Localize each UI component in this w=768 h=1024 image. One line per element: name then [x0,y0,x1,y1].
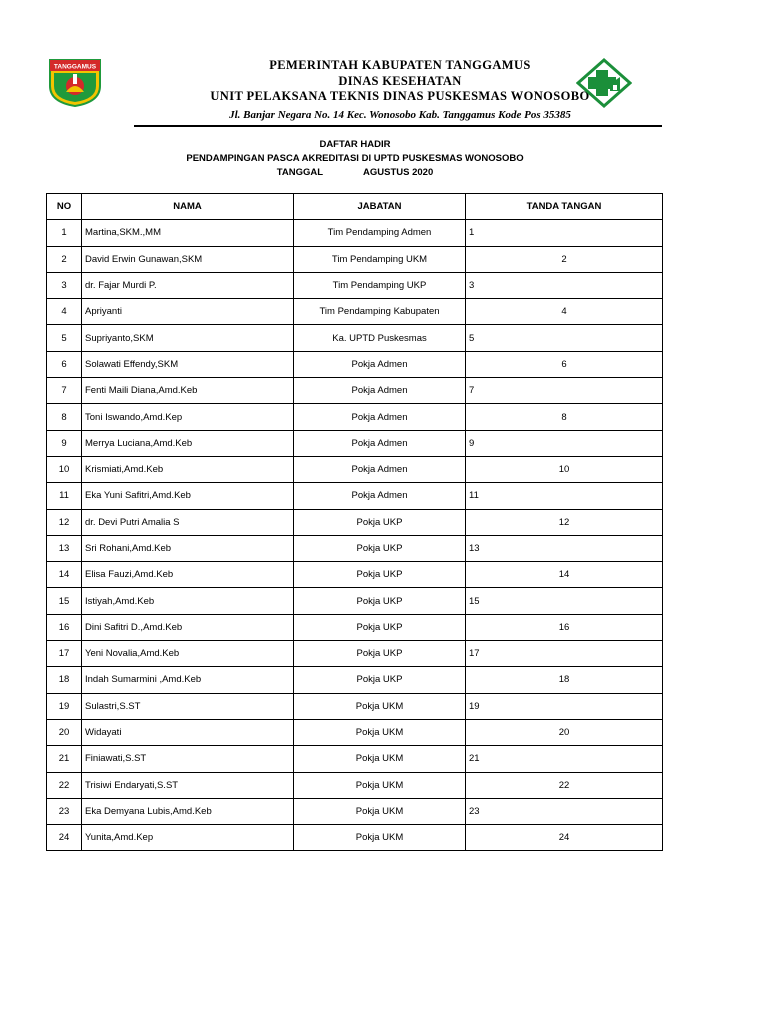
logo-label: TANGGAMUS [53,63,97,71]
row-no: 1 [47,220,82,246]
row-nama: Trisiwi Endaryati,S.ST [82,772,294,798]
document-date [0,167,710,178]
row-tanda-tangan: 4 [466,299,663,325]
header-jabatan: JABATAN [294,194,466,220]
row-jabatan: Pokja Admen [294,378,466,404]
row-tanda-tangan: 10 [466,456,663,482]
row-tanda-tangan: 14 [466,562,663,588]
row-nama: Elisa Fauzi,Amd.Keb [82,562,294,588]
row-nama: dr. Fajar Murdi P. [82,272,294,298]
row-no: 4 [47,299,82,325]
table-row [47,272,663,298]
row-nama: Yeni Novalia,Amd.Keb [82,641,294,667]
row-no: 13 [47,535,82,561]
row-no: 24 [47,825,82,851]
table-row [47,641,663,667]
row-tanda-tangan: 7 [466,378,663,404]
letterhead-address: Jl. Banjar Negara No. 14 Kec. Wonosobo Kab. Tanggamus Kode Pos 35385 [229,109,571,121]
row-jabatan: Pokja UKP [294,667,466,693]
row-jabatan: Pokja UKP [294,535,466,561]
row-jabatan: Pokja Admen [294,483,466,509]
row-nama: Solawati Effendy,SKM [82,351,294,377]
row-jabatan: Tim Pendamping Kabupaten [294,299,466,325]
health-cross-logo-icon [576,58,632,108]
row-jabatan: Pokja UKM [294,772,466,798]
row-no: 14 [47,562,82,588]
header-nama: NAMA [82,194,294,220]
letterhead-divider [134,125,662,127]
row-tanda-tangan: 21 [466,746,663,772]
table-row [47,719,663,745]
row-jabatan: Pokja UKP [294,562,466,588]
row-no: 22 [47,772,82,798]
date-label: TANGGAL [276,167,324,178]
table-header-row [47,194,663,220]
row-jabatan: Pokja UKP [294,614,466,640]
row-jabatan: Pokja UKP [294,588,466,614]
document-title: DAFTAR HADIR [319,139,391,150]
row-jabatan: Pokja UKM [294,825,466,851]
row-no: 20 [47,719,82,745]
table-row [47,246,663,272]
row-no: 8 [47,404,82,430]
row-nama: Indah Sumarmini ,Amd.Keb [82,667,294,693]
row-no: 21 [47,746,82,772]
row-no: 11 [47,483,82,509]
header-no: NO [47,194,82,220]
row-nama: Yunita,Amd.Kep [82,825,294,851]
table-row [47,772,663,798]
letterhead [0,0,768,140]
row-nama: Supriyanto,SKM [82,325,294,351]
row-nama: Krismiati,Amd.Keb [82,456,294,482]
row-no: 2 [47,246,82,272]
row-tanda-tangan: 18 [466,667,663,693]
table-row [47,483,663,509]
row-tanda-tangan: 19 [466,693,663,719]
row-nama: Merrya Luciana,Amd.Keb [82,430,294,456]
row-tanda-tangan: 6 [466,351,663,377]
row-tanda-tangan: 24 [466,825,663,851]
row-no: 18 [47,667,82,693]
table-row [47,798,663,824]
row-no: 17 [47,641,82,667]
letterhead-line-unit: UNIT PELAKSANA TEKNIS DINAS PUSKESMAS WONOSOBO [210,89,590,103]
row-nama: Apriyanti [82,299,294,325]
row-nama: Finiawati,S.ST [82,746,294,772]
row-jabatan: Pokja UKM [294,719,466,745]
row-tanda-tangan: 17 [466,641,663,667]
row-no: 15 [47,588,82,614]
table-row [47,299,663,325]
row-jabatan: Pokja Admen [294,404,466,430]
row-jabatan: Pokja Admen [294,351,466,377]
row-jabatan: Pokja UKM [294,693,466,719]
row-no: 3 [47,272,82,298]
row-nama: Dini Safitri D.,Amd.Keb [82,614,294,640]
table-row [47,378,663,404]
row-tanda-tangan: 3 [466,272,663,298]
row-jabatan: Tim Pendamping UKM [294,246,466,272]
table-row [47,746,663,772]
tanggamus-logo-icon [44,56,106,108]
table-row [47,220,663,246]
table-row [47,430,663,456]
row-no: 19 [47,693,82,719]
attendance-table [46,193,663,851]
row-tanda-tangan: 22 [466,772,663,798]
row-jabatan: Pokja Admen [294,430,466,456]
row-tanda-tangan: 2 [466,246,663,272]
row-no: 7 [47,378,82,404]
table-row [47,351,663,377]
row-jabatan: Tim Pendamping Admen [294,220,466,246]
document-subtitle: PENDAMPINGAN PASCA AKREDITASI DI UPTD PUSKESMAS WONOSOBO [186,153,524,164]
row-nama: Fenti Maili Diana,Amd.Keb [82,378,294,404]
row-tanda-tangan: 20 [466,719,663,745]
row-tanda-tangan: 15 [466,588,663,614]
attendance-rows [47,220,663,851]
table-row [47,825,663,851]
row-jabatan: Pokja UKM [294,798,466,824]
header-tanda-tangan: TANDA TANGAN [466,194,663,220]
row-nama: Istiyah,Amd.Keb [82,588,294,614]
row-nama: Sri Rohani,Amd.Keb [82,535,294,561]
table-row [47,456,663,482]
row-no: 6 [47,351,82,377]
table-row [47,325,663,351]
table-row [47,562,663,588]
row-tanda-tangan: 5 [466,325,663,351]
row-jabatan: Pokja UKP [294,641,466,667]
table-row [47,667,663,693]
table-row [47,588,663,614]
row-tanda-tangan: 13 [466,535,663,561]
row-no: 5 [47,325,82,351]
row-jabatan: Ka. UPTD Puskesmas [294,325,466,351]
table-row [47,614,663,640]
row-nama: Widayati [82,719,294,745]
row-no: 23 [47,798,82,824]
row-no: 10 [47,456,82,482]
row-nama: Eka Yuni Safitri,Amd.Keb [82,483,294,509]
row-jabatan: Pokja UKM [294,746,466,772]
row-tanda-tangan: 8 [466,404,663,430]
row-tanda-tangan: 23 [466,798,663,824]
row-jabatan: Pokja Admen [294,456,466,482]
row-nama: Eka Demyana Lubis,Amd.Keb [82,798,294,824]
row-tanda-tangan: 16 [466,614,663,640]
row-tanda-tangan: 9 [466,430,663,456]
row-no: 16 [47,614,82,640]
date-value: AGUSTUS 2020 [363,167,434,178]
row-jabatan: Tim Pendamping UKP [294,272,466,298]
row-tanda-tangan: 12 [466,509,663,535]
table-row [47,404,663,430]
row-tanda-tangan: 1 [466,220,663,246]
table-row [47,693,663,719]
row-nama: dr. Devi Putri Amalia S [82,509,294,535]
row-nama: Toni Iswando,Amd.Kep [82,404,294,430]
row-nama: David Erwin Gunawan,SKM [82,246,294,272]
row-jabatan: Pokja UKP [294,509,466,535]
table-row [47,509,663,535]
row-tanda-tangan: 11 [466,483,663,509]
letterhead-line-department: DINAS KESEHATAN [338,74,462,88]
table-row [47,535,663,561]
letterhead-line-government: PEMERINTAH KABUPATEN TANGGAMUS [269,58,531,72]
row-no: 9 [47,430,82,456]
row-nama: Sulastri,S.ST [82,693,294,719]
row-no: 12 [47,509,82,535]
row-nama: Martina,SKM.,MM [82,220,294,246]
